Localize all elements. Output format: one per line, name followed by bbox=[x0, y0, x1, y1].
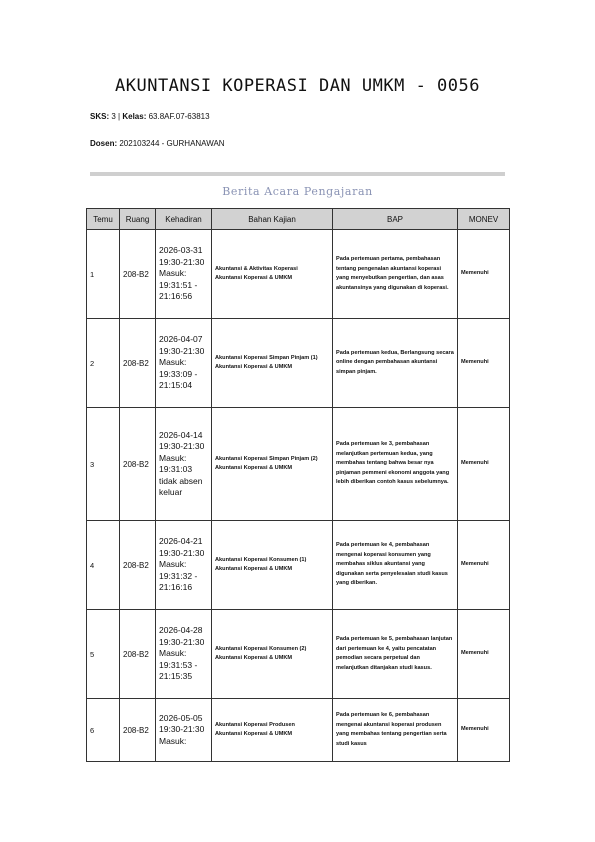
bahan-line: Akuntansi Koperasi & UMKM bbox=[215, 566, 293, 572]
header-monev: MONEV bbox=[458, 209, 510, 230]
dosen-value: 202103244 - GURHANAWAN bbox=[119, 139, 225, 148]
cell-kehadiran: 2026-04-21 19:30-21:30 Masuk: 19:31:32 - 21:16:16 bbox=[156, 521, 212, 610]
bahan-line: Akuntansi Koperasi & UMKM bbox=[215, 275, 293, 281]
header-bahan-kajian: Bahan Kajian bbox=[212, 209, 333, 230]
section-title: Berita Acara Pengajaran bbox=[222, 185, 373, 198]
table-row bbox=[87, 610, 510, 699]
cell-kehadiran: 2026-03-31 19:30-21:30 Masuk: 19:31:51 - 21:16:56 bbox=[156, 230, 212, 319]
cell-monev: Memenuhi bbox=[458, 230, 510, 319]
sks-label: SKS: bbox=[90, 112, 110, 121]
cell-monev: Memenuhi bbox=[458, 408, 510, 521]
cell-bahan-kajian bbox=[212, 408, 333, 521]
bahan-line: Akuntansi Koperasi Konsumen (2) bbox=[215, 645, 307, 652]
lecturer-info bbox=[90, 139, 225, 148]
kelas-label: Kelas: bbox=[122, 112, 147, 121]
cell-ruang: 208-B2 bbox=[120, 699, 156, 762]
header-kehadiran: Kehadiran bbox=[156, 209, 212, 230]
cell-bap: Pada pertemuan ke 6, pembahasan mengenai akuntansi koperasi produsen yang membahas tentang pengertian serta studi kasus bbox=[333, 699, 458, 762]
cell-ruang: 208-B2 bbox=[120, 319, 156, 408]
header-ruang: Ruang bbox=[120, 209, 156, 230]
header-bap: BAP bbox=[333, 209, 458, 230]
cell-bahan-kajian bbox=[212, 610, 333, 699]
cell-ruang: 208-B2 bbox=[120, 610, 156, 699]
cell-bap: Pada pertemuan ke 5, pembahasan lanjutan dari pertemuan ke 4, yaitu pencatatan pemodian secara perpetual dan melanjutkan ditanjakan studi kasus. bbox=[333, 610, 458, 699]
table-row bbox=[87, 699, 510, 762]
cell-monev: Memenuhi bbox=[458, 319, 510, 408]
table-header-row bbox=[87, 209, 510, 230]
teaching-log-table bbox=[86, 208, 510, 762]
sks-value: 3 bbox=[111, 112, 116, 121]
cell-temu: 4 bbox=[87, 521, 120, 610]
cell-kehadiran: 2026-04-28 19:30-21:30 Masuk: 19:31:53 - 21:15:35 bbox=[156, 610, 212, 699]
cell-kehadiran: 2026-04-07 19:30-21:30 Masuk: 19:33:09 - 21:15:04 bbox=[156, 319, 212, 408]
cell-temu: 3 bbox=[87, 408, 120, 521]
dosen-label: Dosen: bbox=[90, 139, 118, 148]
cell-bap: Pada pertemuan ke 3, pembahasan melanjutkan pertemuan kedua, yang membahas tentang bahwa besar nya pinjaman pemmeni ekonomi anggota yang lebih diberikan contoh kasus sebelumnya. bbox=[333, 408, 458, 521]
cell-ruang: 208-B2 bbox=[120, 521, 156, 610]
cell-bahan-kajian bbox=[212, 521, 333, 610]
cell-bahan-kajian bbox=[212, 699, 333, 762]
table-row bbox=[87, 230, 510, 319]
cell-kehadiran: 2026-05-05 19:30-21:30 Masuk: bbox=[156, 699, 212, 762]
table-row bbox=[87, 521, 510, 610]
cell-bap: Pada pertemuan ke 4, pembahasan mengenai koperasi konsumen yang membahas siklus akuntansi yang digunakan serta penyelesaian studi kasus yang diberikan. bbox=[333, 521, 458, 610]
cell-monev: Memenuhi bbox=[458, 699, 510, 762]
cell-bahan-kajian bbox=[212, 230, 333, 319]
cell-monev: Memenuhi bbox=[458, 521, 510, 610]
cell-ruang: 208-B2 bbox=[120, 408, 156, 521]
divider bbox=[90, 172, 505, 176]
kelas-value: 63.8AF.07-63813 bbox=[148, 112, 210, 121]
table-row bbox=[87, 408, 510, 521]
cell-ruang: 208-B2 bbox=[120, 230, 156, 319]
bahan-line: Akuntansi Koperasi Produsen bbox=[215, 721, 295, 728]
cell-bap: Pada pertemuan kedua, Berlangsung secara online dengan pembahasan akuntansi simpan pinjam. bbox=[333, 319, 458, 408]
page-title: AKUNTANSI KOPERASI DAN UMKM - 0056 bbox=[115, 76, 480, 96]
separator: | bbox=[118, 112, 121, 121]
cell-temu: 2 bbox=[87, 319, 120, 408]
cell-temu: 1 bbox=[87, 230, 120, 319]
cell-monev: Memenuhi bbox=[458, 610, 510, 699]
cell-bap: Pada pertemuan pertama, pembahasan tentang pengenalan akuntansi koperasi yang menyebutkan pengertian, dan asas akuntansinya yang digunakan di koperasi. bbox=[333, 230, 458, 319]
bahan-line: Akuntansi Koperasi Konsumen (1) bbox=[215, 556, 307, 563]
cell-kehadiran: 2026-04-14 19:30-21:30 Masuk: 19:31:03 tidak absen keluar bbox=[156, 408, 212, 521]
cell-temu: 5 bbox=[87, 610, 120, 699]
course-info bbox=[90, 112, 210, 121]
bahan-line: Akuntansi Koperasi & UMKM bbox=[215, 731, 293, 737]
bahan-line: Akuntansi Koperasi Simpan Pinjam (1) bbox=[215, 354, 318, 361]
cell-temu: 6 bbox=[87, 699, 120, 762]
table-row bbox=[87, 319, 510, 408]
bahan-line: Akuntansi Koperasi & UMKM bbox=[215, 364, 293, 370]
bahan-line: Akuntansi Koperasi & UMKM bbox=[215, 655, 293, 661]
header-temu: Temu bbox=[87, 209, 120, 230]
bahan-line: Akuntansi Koperasi & UMKM bbox=[215, 465, 293, 471]
bahan-line: Akuntansi & Aktivitas Koperasi bbox=[215, 265, 298, 272]
bahan-line: Akuntansi Koperasi Simpan Pinjam (2) bbox=[215, 455, 318, 462]
cell-bahan-kajian bbox=[212, 319, 333, 408]
